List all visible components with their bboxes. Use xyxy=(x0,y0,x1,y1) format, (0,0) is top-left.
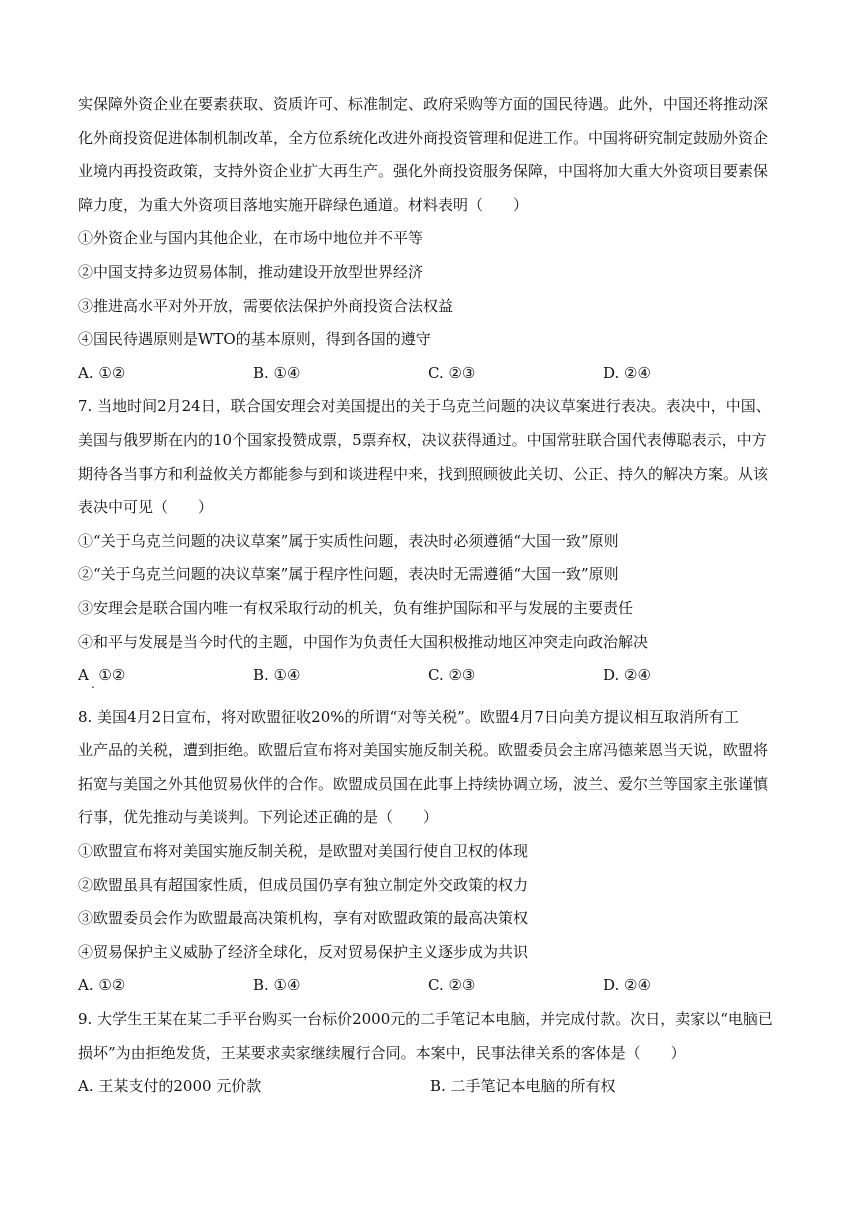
question-text-line: 业产品的关税，遭到拒绝。欧盟后宣布将对美国实施反制关税。欧盟委员会主席冯德莱恩当天说，欧盟将 xyxy=(78,741,769,760)
question-text-line: 障力度，为重大外资项目落地实施开辟绿色通道。材料表明（ ） xyxy=(78,195,529,214)
answer-choices xyxy=(78,357,782,391)
statement-option: ④贸易保护主义威胁了经济全球化，反对贸易保护主义逐步成为共识 xyxy=(78,942,529,961)
statement-option: ①“关于乌克兰问题的决议草案”属于实质性问题，表决时必须遵循“大国一致”原则 xyxy=(78,531,619,550)
question-text-line: 实保障外资企业在要素获取、资质许可、标准制定、政府采购等方面的国民待遇。此外，中国还将推动深 xyxy=(78,95,769,113)
statement-option: ④国民待遇原则是WTO的基本原则，得到各国的遵守 xyxy=(78,330,431,349)
question-text-line: 损坏”为由拒绝发货，王某要求卖家继续履行合同。本案中，民事法律关系的客体是（ ） xyxy=(78,1043,686,1062)
question-8 xyxy=(78,701,782,1003)
answer-choices xyxy=(78,1070,782,1104)
question-text-line: 8. 美国4月2日宣布，将对欧盟征收20%的所谓“对等关税”。欧盟4月7日向美方提议相互取消所有工 xyxy=(78,707,739,726)
statement-option: ①欧盟宣布将对美国实施反制关税，是欧盟对美国行使自卫权的体现 xyxy=(78,842,529,861)
choice-c[interactable]: C. ②③ xyxy=(428,363,476,382)
choice-a-letter: A xyxy=(78,666,89,685)
question-7 xyxy=(78,390,782,692)
statement-option: ③推进高水平对外开放，需要依法保护外商投资合法权益 xyxy=(78,296,454,315)
choice-a-text: ①② xyxy=(98,666,126,685)
statement-option: ②“关于乌克兰问题的决议草案”属于程序性问题，表决时无需遵循“大国一致”原则 xyxy=(78,565,619,584)
choice-b[interactable]: B. ①④ xyxy=(253,976,301,995)
choice-a[interactable]: A. ①② xyxy=(78,976,126,995)
choice-d[interactable]: D. ②④ xyxy=(603,666,651,685)
question-text-line: 拓宽与美国之外其他贸易伙伴的合作。欧盟成员国在此事上持续协调立场，波兰、爱尔兰等国家主张谨慎 xyxy=(78,774,769,793)
answer-choices xyxy=(78,659,782,693)
answer-choices xyxy=(78,969,782,1003)
choice-b[interactable]: B. 二手笔记本电脑的所有权 xyxy=(430,1077,616,1096)
choice-a-dot: . xyxy=(91,677,95,692)
choice-d[interactable]: D. ②④ xyxy=(603,363,651,382)
statement-option: ②中国支持多边贸易体制，推动建设开放型世界经济 xyxy=(78,262,424,281)
exam-page xyxy=(78,88,782,1104)
question-text-line: 表决中可见（ ） xyxy=(78,498,214,517)
choice-a[interactable]: A. ①② xyxy=(78,363,126,382)
statement-option: ③安理会是联合国内唯一有权采取行动的机关，负有维护国际和平与发展的主要责任 xyxy=(78,598,634,617)
statement-option: ①外资企业与国内其他企业，在市场中地位并不平等 xyxy=(78,229,424,248)
choice-a[interactable]: A. 王某支付的2000 元价款 xyxy=(78,1077,262,1096)
statement-option: ④和平与发展是当今时代的主题，中国作为负责任大国积极推动地区冲突走向政治解决 xyxy=(78,632,649,651)
question-text-line: 美国与俄罗斯在内的10个国家投赞成票，5票弃权，决议获得通过。中国常驻联合国代表傅聪表示，中方 xyxy=(78,430,767,449)
question-text-line: 9. 大学生王某在某二手平台购买一台标价2000元的二手笔记本电脑，并完成付款。次日，卖家以“电脑已 xyxy=(78,1010,773,1029)
question-text-line: 化外商投资促进体制机制改革，全方位系统化改进外商投资管理和促进工作。中国将研究制定鼓励外资企 xyxy=(78,128,769,147)
question-text-line: 行事，优先推动与美谈判。下列论述正确的是（ ） xyxy=(78,808,439,827)
question-text-line: 7. 当地时间2月24日，联合国安理会对美国提出的关于乌克兰问题的决议草案进行表决。表决中，中国、 xyxy=(78,397,771,416)
statement-option: ②欧盟虽具有超国家性质，但成员国仍享有独立制定外交政策的权力 xyxy=(78,875,529,894)
choice-b[interactable]: B. ①④ xyxy=(253,666,301,685)
choice-b[interactable]: B. ①④ xyxy=(253,363,301,382)
question-text-line: 业境内再投资政策，支持外资企业扩大再生产。强化外商投资服务保障，中国将加大重大外资项目要素保 xyxy=(78,162,769,181)
choice-c[interactable]: C. ②③ xyxy=(428,976,476,995)
choice-a[interactable] xyxy=(78,659,253,693)
choice-d[interactable]: D. ②④ xyxy=(603,976,651,995)
statement-option: ③欧盟委员会作为欧盟最高决策机构，享有对欧盟政策的最高决策权 xyxy=(78,909,529,928)
question-6 xyxy=(78,88,782,390)
question-9 xyxy=(78,1003,782,1104)
spacer xyxy=(78,693,782,701)
question-text-line: 期待各当事方和利益攸关方都能参与到和谈进程中来，找到照顾彼此关切、公正、持久的解决方案。从该 xyxy=(78,464,769,483)
choice-c[interactable]: C. ②③ xyxy=(428,666,476,685)
